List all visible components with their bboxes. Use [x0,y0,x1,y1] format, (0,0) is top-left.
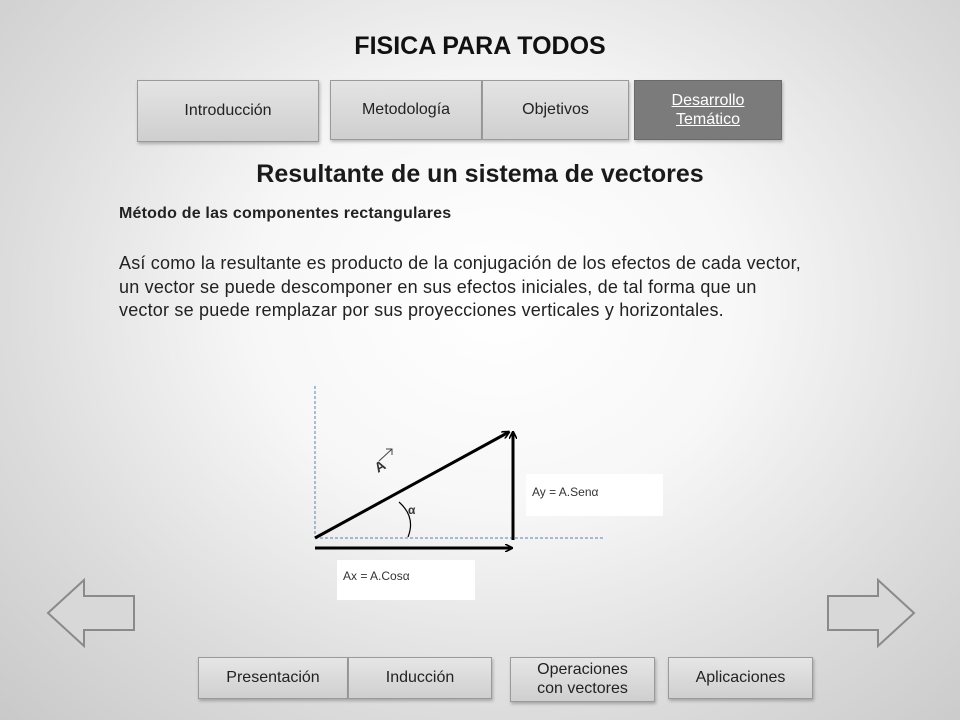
tab-objetivos[interactable]: Objetivos [482,80,629,140]
vector-a [315,432,509,538]
body-paragraph: Así como la resultante es producto de la conjugación de los efectos de cada vector, un vector se puede descomponer en sus efectos iniciales, de tal forma que un vector se puede remplazar por sus proyecciones verticales y horizontales. [119,253,802,320]
left-arrow-icon [48,580,134,646]
ay-label: Ay = A.Senα [526,474,663,516]
angle-label: α [408,503,416,517]
method-heading: Método de las componentes rectangulares [119,205,452,222]
ax-label: Ax = A.Cosα [337,560,475,600]
nav-presentacion[interactable]: Presentación [198,657,348,699]
tab-desarrollo-tematico[interactable]: Desarrollo Temático [634,80,782,140]
nav-aplicaciones[interactable]: Aplicaciones [668,657,813,699]
next-button[interactable] [826,578,916,648]
right-arrow-icon [828,580,914,646]
vector-a-label: A [371,456,389,476]
prev-button[interactable] [46,578,136,648]
tab-metodologia[interactable]: Metodología [330,80,482,140]
nav-operaciones-con-vectores[interactable]: Operaciones con vectores [510,657,655,702]
page-title: FISICA PARA TODOS [354,32,606,60]
nav-induccion[interactable]: Inducción [348,657,492,699]
section-title: Resultante de un sistema de vectores [256,160,704,188]
tab-introduccion[interactable]: Introducción [137,80,319,142]
